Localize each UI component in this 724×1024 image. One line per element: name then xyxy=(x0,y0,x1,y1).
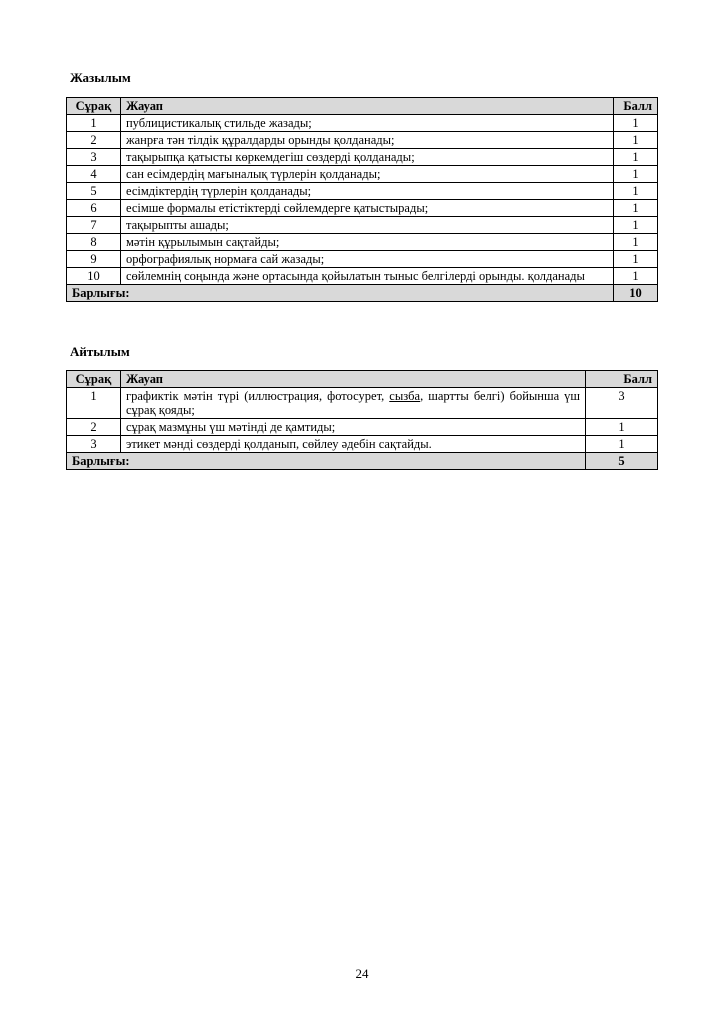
table-row xyxy=(67,251,658,268)
table-row xyxy=(67,419,658,436)
table-row xyxy=(67,115,658,132)
total-label: Барлығы: xyxy=(67,453,586,470)
row-answer: тақырыпты ашады; xyxy=(120,217,613,234)
row-score: 1 xyxy=(613,268,657,285)
row-answer: сөйлемнің соңында және ортасында қойылатын тыныс белгілерді орынды. қолданады xyxy=(120,268,613,285)
total-value: 10 xyxy=(613,285,657,302)
header-score: Балл xyxy=(613,98,657,115)
answer-text-part: , шартты белгі) бойынша үш сұрақ қояды; xyxy=(125,389,581,417)
row-score: 1 xyxy=(613,217,657,234)
row-answer: орфографиялық нормаға сай жазады; xyxy=(120,251,613,268)
row-answer: есімше формалы етістіктерді сөйлемдерге қатыстырады; xyxy=(120,200,613,217)
underlined-word: сызба xyxy=(389,389,421,403)
row-answer: сұрақ мазмұны үш мәтінді де қамтиды; xyxy=(120,419,585,436)
row-number: 9 xyxy=(67,251,121,268)
table-header-row xyxy=(67,371,658,388)
row-number: 8 xyxy=(67,234,121,251)
row-score: 1 xyxy=(613,166,657,183)
row-score: 1 xyxy=(613,115,657,132)
total-row xyxy=(67,285,658,302)
row-number: 7 xyxy=(67,217,121,234)
speaking-section-title: Айтылым xyxy=(70,344,130,359)
row-answer: публицистикалық стильде жазады; xyxy=(120,115,613,132)
writing-section-title: Жазылым xyxy=(70,70,131,85)
row-number: 10 xyxy=(67,268,121,285)
total-value: 5 xyxy=(586,453,658,470)
row-number: 3 xyxy=(67,436,121,453)
row-number: 2 xyxy=(67,132,121,149)
header-question: Сұрақ xyxy=(67,371,121,388)
table-row xyxy=(67,132,658,149)
table-row xyxy=(67,200,658,217)
row-score: 1 xyxy=(613,183,657,200)
row-number: 1 xyxy=(67,388,121,419)
table-header-row xyxy=(67,98,658,115)
row-answer: жанрға тән тілдік құралдарды орынды қолданады; xyxy=(120,132,613,149)
row-number: 3 xyxy=(67,149,121,166)
table-row xyxy=(67,166,658,183)
writing-table xyxy=(66,97,658,302)
row-score: 3 xyxy=(586,388,658,419)
row-score: 1 xyxy=(613,251,657,268)
row-answer: этикет мәнді сөздерді қолданып, сөйлеу әдебін сақтайды. xyxy=(120,436,585,453)
row-number: 6 xyxy=(67,200,121,217)
table-row xyxy=(67,149,658,166)
row-answer: есімдіктердің түрлерін қолданады; xyxy=(120,183,613,200)
row-answer: мәтін құрылымын сақтайды; xyxy=(120,234,613,251)
row-score: 1 xyxy=(586,436,658,453)
row-number: 4 xyxy=(67,166,121,183)
header-answer: Жауап xyxy=(120,371,585,388)
row-score: 1 xyxy=(613,234,657,251)
row-answer: тақырыпқа қатысты көркемдегіш сөздерді қолданады; xyxy=(120,149,613,166)
total-row xyxy=(67,453,658,470)
table-row xyxy=(67,234,658,251)
row-number: 2 xyxy=(67,419,121,436)
header-question: Сұрақ xyxy=(67,98,121,115)
header-score: Балл xyxy=(586,371,658,388)
row-answer: сан есімдердің мағыналық түрлерін қолданады; xyxy=(120,166,613,183)
row-score: 1 xyxy=(613,132,657,149)
table-row xyxy=(67,388,658,419)
header-answer: Жауап xyxy=(120,98,613,115)
row-score: 1 xyxy=(586,419,658,436)
row-score: 1 xyxy=(613,200,657,217)
speaking-table xyxy=(66,370,658,470)
total-label: Барлығы: xyxy=(67,285,614,302)
row-score: 1 xyxy=(613,149,657,166)
table-row xyxy=(67,217,658,234)
table-row xyxy=(67,183,658,200)
row-answer xyxy=(120,388,585,419)
table-row xyxy=(67,436,658,453)
table-row xyxy=(67,268,658,285)
row-number: 1 xyxy=(67,115,121,132)
page-number: 24 xyxy=(355,966,369,981)
answer-text-part: графиктік мәтін түрі (иллюстрация, фотосурет, xyxy=(125,389,390,403)
row-number: 5 xyxy=(67,183,121,200)
